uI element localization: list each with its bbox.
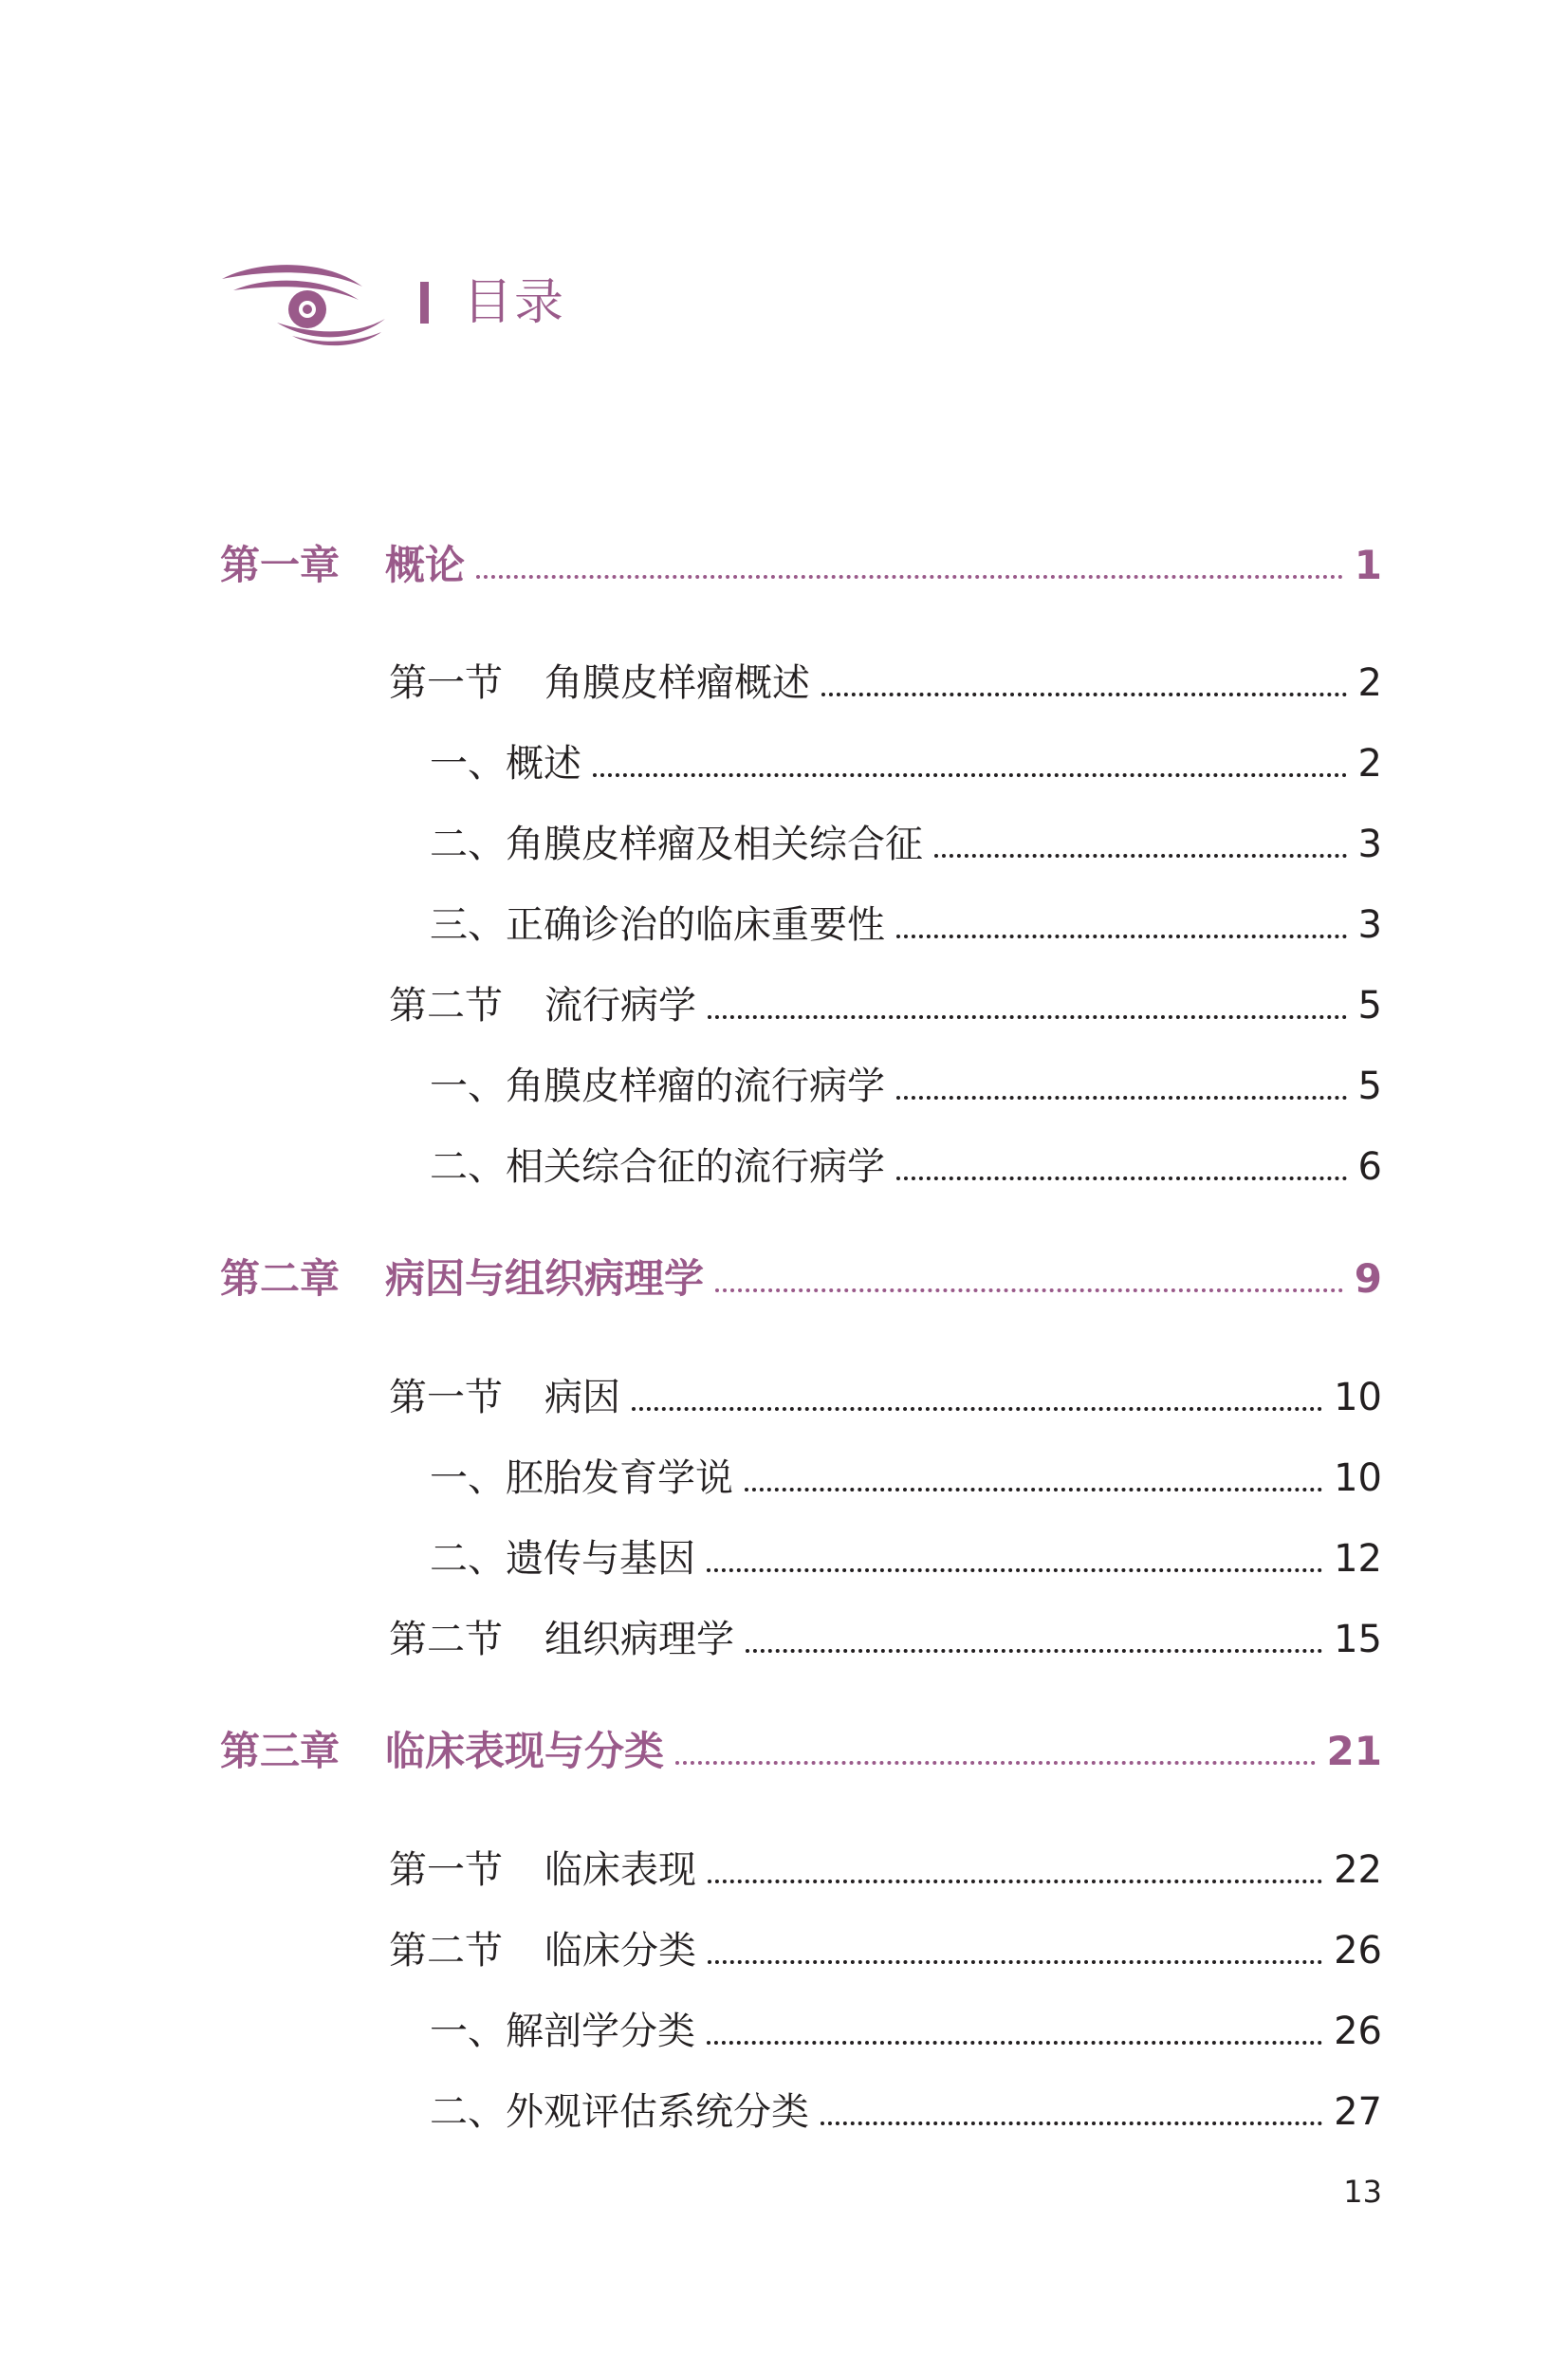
toc-entry-label — [389, 1924, 696, 1977]
toc-entry-page: 2 — [1357, 661, 1382, 705]
toc-entry-label — [430, 1452, 733, 1505]
toc-entry-label — [430, 737, 581, 790]
dot-leader — [746, 1649, 1322, 1653]
toc-entry-number: 第一章 — [220, 542, 341, 588]
toc-entry-page: 12 — [1334, 1537, 1382, 1581]
toc-entry-section[interactable] — [389, 1613, 1382, 1666]
toc-entry-label — [389, 1371, 620, 1424]
toc-entry-title: 一、概述 — [430, 742, 581, 786]
toc-entry-number: 第一节 — [389, 1848, 503, 1892]
toc-entry-number: 第三章 — [220, 1728, 341, 1774]
toc-entry-chapter[interactable] — [220, 1252, 1382, 1306]
dot-leader — [593, 773, 1347, 777]
toc-entry-label — [220, 1252, 704, 1306]
toc-entry-title: 一、角膜皮样瘤的流行病学 — [430, 1065, 885, 1108]
toc-entry-page: 22 — [1334, 1848, 1382, 1892]
toc-entry-page: 26 — [1334, 2010, 1382, 2053]
toc-entry-title: 二、角膜皮样瘤及相关综合征 — [430, 823, 923, 866]
toc-entry-title: 概论 — [385, 542, 466, 588]
toc-entry-number: 第一节 — [389, 661, 503, 705]
toc-entry-label — [430, 1060, 885, 1113]
toc-entry-title: 三、正确诊治的临床重要性 — [430, 903, 885, 947]
toc-entry-section[interactable] — [389, 1371, 1382, 1424]
toc-entry-number: 第二节 — [389, 984, 503, 1028]
dot-leader — [707, 1568, 1322, 1572]
toc-entry-page: 26 — [1334, 1929, 1382, 1973]
toc-entry-title: 二、遗传与基因 — [430, 1537, 695, 1581]
toc-entry-title: 临床表现与分类 — [385, 1728, 665, 1774]
toc-entry-title: 角膜皮样瘤概述 — [544, 661, 810, 705]
toc-entry-page: 27 — [1334, 2090, 1382, 2134]
toc-entry-section[interactable] — [389, 657, 1382, 710]
toc-entry-page: 3 — [1357, 903, 1382, 947]
toc-entry-label — [220, 1725, 664, 1778]
dot-leader — [821, 2121, 1322, 2125]
toc-entry-title: 流行病学 — [544, 984, 696, 1028]
toc-entry-page: 3 — [1357, 823, 1382, 866]
toc-entry-page: 9 — [1354, 1255, 1382, 1302]
dot-leader — [708, 1960, 1322, 1964]
toc-entry-title: 二、相关综合征的流行病学 — [430, 1145, 885, 1189]
toc-entry-label — [389, 1613, 734, 1666]
dot-leader — [708, 1015, 1347, 1019]
toc-entry-number: 第二节 — [389, 1929, 503, 1973]
toc-entry-label — [389, 979, 696, 1032]
toc-entry-title: 组织病理学 — [544, 1618, 734, 1661]
toc-entry-label — [430, 899, 885, 952]
toc-entry-section[interactable] — [389, 1924, 1382, 1977]
dot-leader — [896, 1096, 1347, 1100]
toc-entry-page: 15 — [1334, 1618, 1382, 1661]
toc-entry-label — [430, 2085, 809, 2139]
page-number: 13 — [1343, 2174, 1382, 2210]
dot-leader — [707, 2041, 1322, 2045]
dot-leader — [745, 1488, 1322, 1491]
toc-entry-label — [430, 2005, 695, 2058]
toc-entry-sub[interactable] — [430, 1452, 1382, 1505]
toc-entry-title: 病因 — [544, 1376, 620, 1419]
toc-entry-label — [430, 1140, 885, 1194]
dot-leader — [934, 854, 1347, 858]
toc-entry-number: 第二章 — [220, 1255, 341, 1302]
toc-entry-chapter[interactable] — [220, 1725, 1382, 1778]
toc-entry-sub[interactable] — [430, 2085, 1382, 2139]
toc-entry-chapter[interactable] — [220, 539, 1382, 592]
toc-entry-title: 临床表现 — [544, 1848, 696, 1892]
toc-entry-page: 5 — [1357, 1065, 1382, 1108]
dot-leader — [821, 693, 1347, 696]
toc-entry-page: 10 — [1334, 1376, 1382, 1419]
toc-entry-page: 21 — [1326, 1728, 1382, 1774]
toc-entry-page: 10 — [1334, 1456, 1382, 1500]
toc-entry-section[interactable] — [389, 979, 1382, 1032]
dot-leader — [675, 1761, 1316, 1765]
toc-entry-sub[interactable] — [430, 737, 1382, 790]
toc-entry-label — [430, 1532, 695, 1585]
toc-entry-number: 第一节 — [389, 1376, 503, 1419]
toc-entry-number: 第二节 — [389, 1618, 503, 1661]
dot-leader — [896, 935, 1347, 938]
toc-entry-sub[interactable] — [430, 1060, 1382, 1113]
toc-entry-label — [389, 1843, 696, 1897]
toc-entry-sub[interactable] — [430, 818, 1382, 871]
dot-leader — [476, 575, 1343, 579]
toc-entry-title: 二、外观评估系统分类 — [430, 2090, 809, 2134]
toc-entry-label — [430, 818, 923, 871]
page-title: 目录 — [463, 274, 566, 331]
dot-leader — [896, 1176, 1347, 1180]
toc-entry-page: 1 — [1354, 542, 1382, 588]
toc-entry-sub[interactable] — [430, 1532, 1382, 1585]
toc-entry-sub[interactable] — [430, 899, 1382, 952]
toc-entry-page: 2 — [1357, 742, 1382, 786]
dot-leader — [708, 1880, 1322, 1883]
toc-entry-page: 5 — [1357, 984, 1382, 1028]
toc-entry-title: 临床分类 — [544, 1929, 696, 1973]
toc-entry-section[interactable] — [389, 1843, 1382, 1897]
dot-leader — [715, 1288, 1343, 1292]
toc-entry-title: 病因与组织病理学 — [385, 1255, 705, 1302]
toc-entry-label — [389, 657, 810, 710]
toc-entry-label — [220, 539, 465, 592]
toc-entry-sub[interactable] — [430, 2005, 1382, 2058]
toc-entry-title: 一、胚胎发育学说 — [430, 1456, 733, 1500]
toc-entry-sub[interactable] — [430, 1140, 1382, 1194]
toc-entry-title: 一、解剖学分类 — [430, 2010, 695, 2053]
toc-entry-page: 6 — [1357, 1145, 1382, 1189]
dot-leader — [632, 1407, 1322, 1411]
